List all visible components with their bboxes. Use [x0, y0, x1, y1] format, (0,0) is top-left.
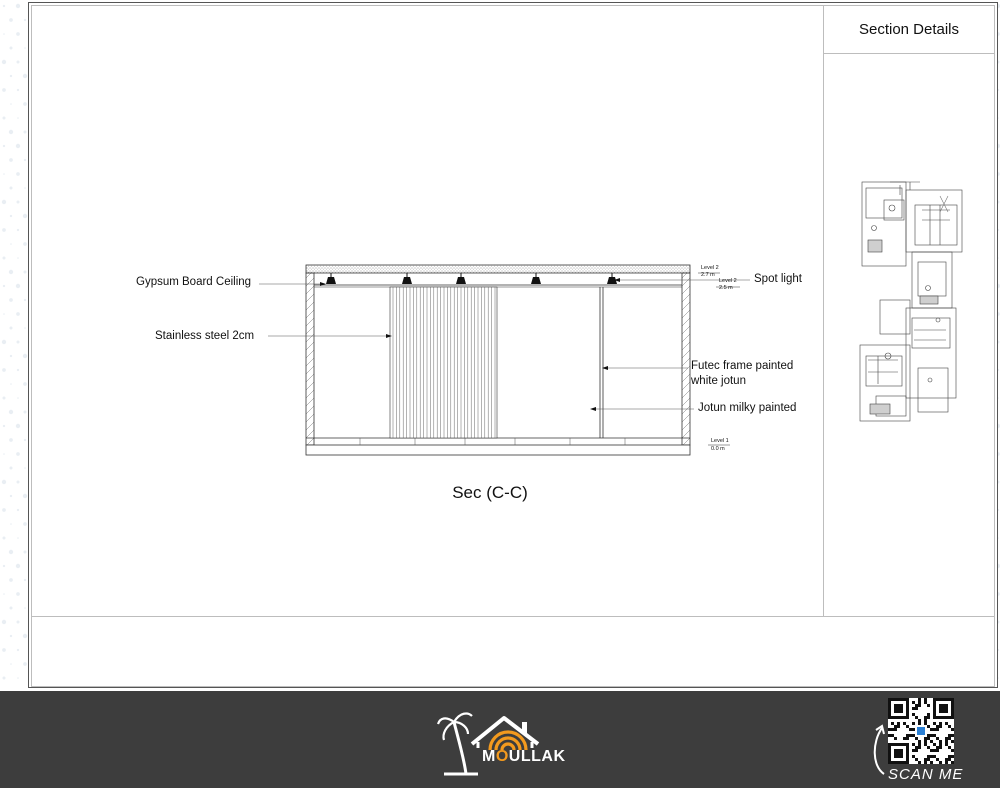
level-top-value: 2.7 m [701, 272, 715, 278]
left-wall [306, 273, 314, 445]
futec-frame-label-line2: white jotun [691, 375, 746, 387]
brand-accent-letter: O [495, 748, 509, 765]
curved-arrow-icon [868, 722, 890, 778]
floor-plan-thumbnail [860, 182, 962, 421]
stainless-steel-slats [390, 287, 497, 438]
level-markers [698, 273, 740, 445]
ceiling-slab [306, 265, 690, 273]
jotun-milky-label: Jotun milky painted [698, 402, 797, 414]
gypsum-ceiling-line [314, 285, 682, 287]
level-top-name: Level 2 [701, 265, 719, 271]
section-details-title: Section Details [823, 5, 995, 54]
right-wall [682, 273, 690, 445]
futec-frame [600, 287, 603, 438]
brand-prefix: M [482, 748, 496, 765]
scan-me-label: SCAN ME [888, 766, 964, 783]
gypsum-board-ceiling-label: Gypsum Board Ceiling [136, 276, 252, 288]
level-mid-name: Level 2 [719, 278, 737, 284]
level-floor-name: Level 1 [711, 438, 729, 444]
leader-lines [259, 278, 750, 411]
section-caption: Sec (C-C) [452, 483, 528, 502]
spot-lights [326, 273, 617, 284]
level-mid-value: 2.5 m [719, 285, 733, 291]
floor-slab [306, 438, 690, 455]
level-floor-value: 0.0 m [711, 446, 725, 452]
brand-suffix: ULLAK [508, 748, 566, 765]
qr-code-icon[interactable] [888, 698, 954, 764]
stainless-steel-label: Stainless steel 2cm [155, 330, 255, 342]
futec-frame-label-line1: Futec frame painted [691, 360, 794, 372]
brand-name [482, 748, 566, 766]
spot-light-label: Spot light [754, 273, 802, 285]
